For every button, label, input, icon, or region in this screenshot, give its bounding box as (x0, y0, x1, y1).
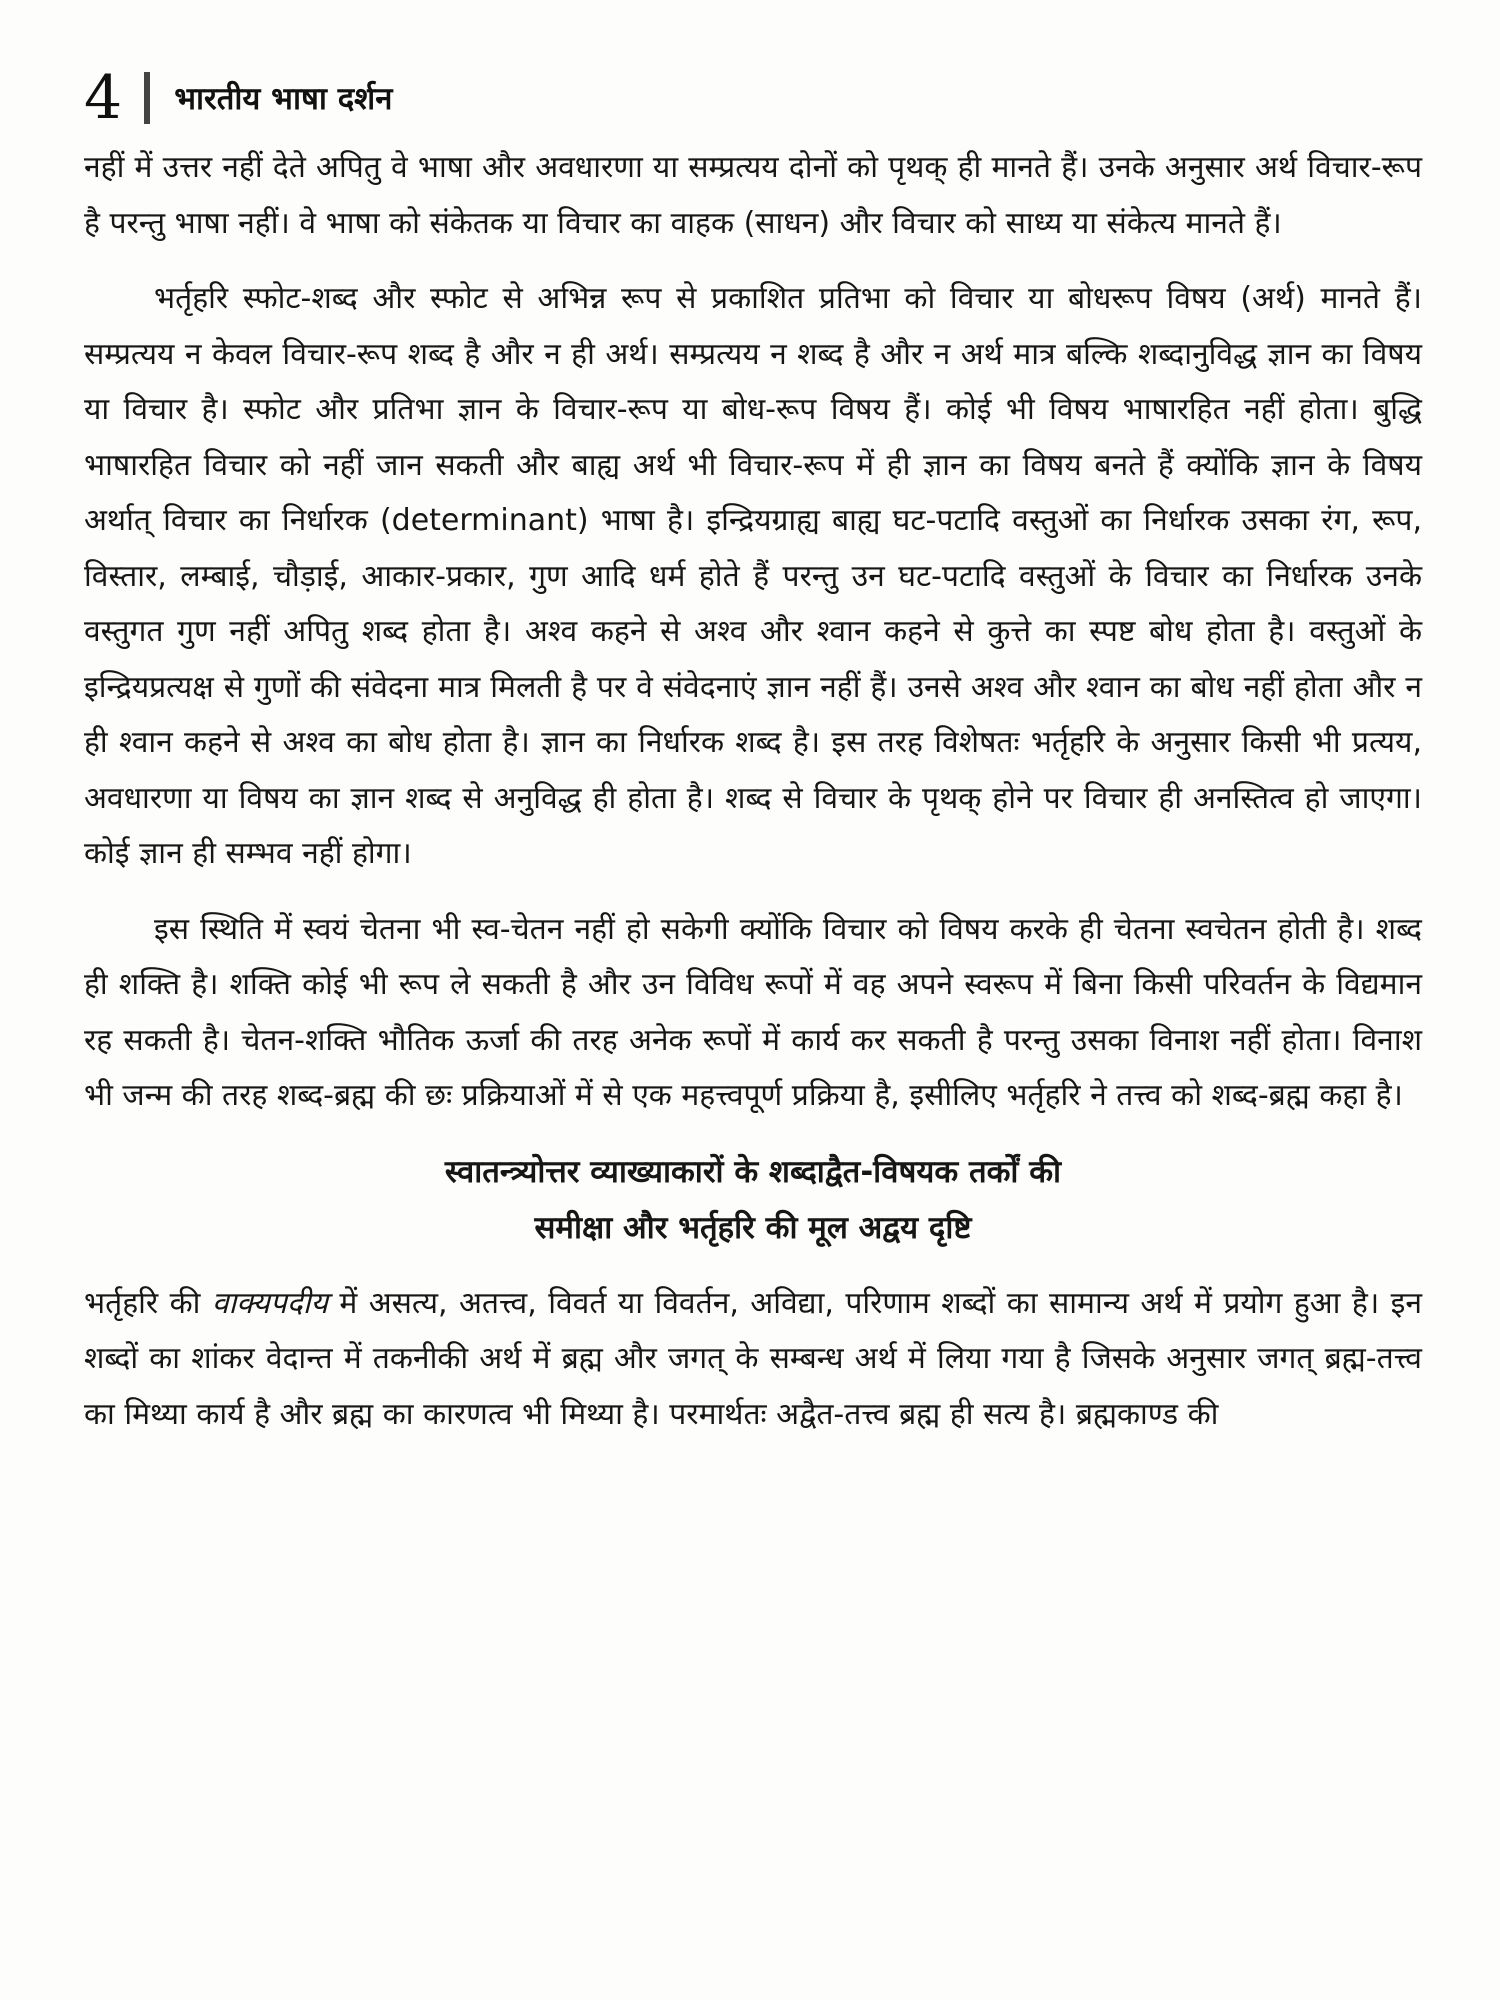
header-divider (144, 72, 150, 124)
section-heading (84, 1144, 1422, 1256)
paragraph-4 (84, 1276, 1422, 1443)
section-heading-line-1: स्वातन्त्र्योत्तर व्याख्याकारों के शब्दाद्वैत-विषयक तर्कों की (444, 1153, 1062, 1190)
paragraph-2: भर्तृहरि स्फोट-शब्द और स्फोट से अभिन्न रूप से प्रकाशित प्रतिभा को विचार या बोधरूप विषय (अर्थ) मानते हैं। सम्प्रत्यय न केवल विचार-रूप शब्द है और न ही अर्थ। सम्प्रत्यय न शब्द है और न अर्थ मात्र बल्कि शब्दानुविद्ध ज्ञान का विषय या विचार है। स्फोट और प्रतिभा ज्ञान के विचार-रूप या बोध-रूप विषय हैं। कोई भी विषय भाषारहित नहीं होता। बुद्धि भाषारहित विचार को नहीं जान सकती और बाह्य अर्थ भी विचार-रूप में ही ज्ञान का विषय बनते हैं क्योंकि ज्ञान के विषय अर्थात् विचार का निर्धारक (determinant) भाषा है। इन्द्रियग्राह्य बाह्य घट-पटादि वस्तुओं का निर्धारक उसका रंग, रूप, विस्तार, लम्बाई, चौड़ाई, आकार-प्रकार, गुण आदि धर्म होते हैं परन्तु उन घट-पटादि वस्तुओं के विचार का निर्धारक उनके वस्तुगत गुण नहीं अपितु शब्द होता है। अश्व कहने से अश्व और श्वान कहने से कुत्ते का स्पष्ट बोध होता है। वस्तुओं के इन्द्रियप्रत्यक्ष से गुणों की संवेदना मात्र मिलती है पर वे संवेदनाएं ज्ञान नहीं हैं। उनसे अश्व और श्वान का बोध नहीं होता और न ही श्वान कहने से अश्व का बोध होता है। ज्ञान का निर्धारक शब्द है। इस तरह विशेषतः भर्तृहरि के अनुसार किसी भी प्रत्यय, अवधारणा या विषय का ज्ञान शब्द से अनुविद्ध ही होता है। शब्द से विचार के पृथक् होने पर विचार ही अनस्तित्व हो जाएगा। कोई ज्ञान ही सम्भव नहीं होगा। (84, 281, 1422, 871)
running-head (84, 58, 1422, 138)
paragraph-4-start: भर्तृहरि की (84, 1285, 212, 1321)
paragraph-1: नहीं में उत्तर नहीं देते अपितु वे भाषा और अवधारणा या सम्प्रत्यय दोनों को पृथक् ही मानते हैं। उनके अनुसार अर्थ विचार-रूप है परन्तु भाषा नहीं। वे भाषा को संकेतक या विचार का वाहक (साधन) और विचार को साध्य या संकेत्य मानते हैं। (84, 150, 1422, 241)
book-title: भारतीय भाषा दर्शन (174, 81, 393, 117)
paragraph-3: इस स्थिति में स्वयं चेतना भी स्व-चेतन नहीं हो सकेगी क्योंकि विचार को विषय करके ही चेतना स्वचेतन होती है। शब्द ही शक्ति है। शक्ति कोई भी रूप ले सकती है और उन विविध रूपों में वह अपने स्वरूप में बिना किसी परिवर्तन के विद्यमान रह सकती है। चेतन-शक्ति भौतिक ऊर्जा की तरह अनेक रूपों में कार्य कर सकती है परन्तु उसका विनाश नहीं होता। विनाश भी जन्म की तरह शब्द-ब्रह्म की छः प्रक्रियाओं में से एक महत्त्वपूर्ण प्रक्रिया है, इसीलिए भर्तृहरि ने तत्त्व को शब्द-ब्रह्म कहा है। (84, 911, 1422, 1113)
paragraph-4-rest: में असत्य, अतत्त्व, विवर्त या विवर्तन, अविद्या, परिणाम शब्दों का सामान्य अर्थ में प्रयोग हुआ है। इन शब्दों का शांकर वेदान्त में तकनीकी अर्थ में ब्रह्म और जगत् के सम्बन्ध अर्थ में लिया गया है जिसके अनुसार जगत् ब्रह्म-तत्त्व का मिथ्या कार्य है और ब्रह्म का कारणत्व भी मिथ्या है। परमार्थतः अद्वैत-तत्त्व ब्रह्म ही सत्य है। ब्रह्मकाण्ड की (84, 1285, 1423, 1432)
section-heading-line-2: समीक्षा और भर्तृहरि की मूल अद्वय दृष्टि (534, 1209, 972, 1246)
page-number: 4 (84, 63, 123, 133)
italic-book-title: वाक्यपदीय (211, 1285, 328, 1321)
body-text (84, 140, 1422, 1442)
